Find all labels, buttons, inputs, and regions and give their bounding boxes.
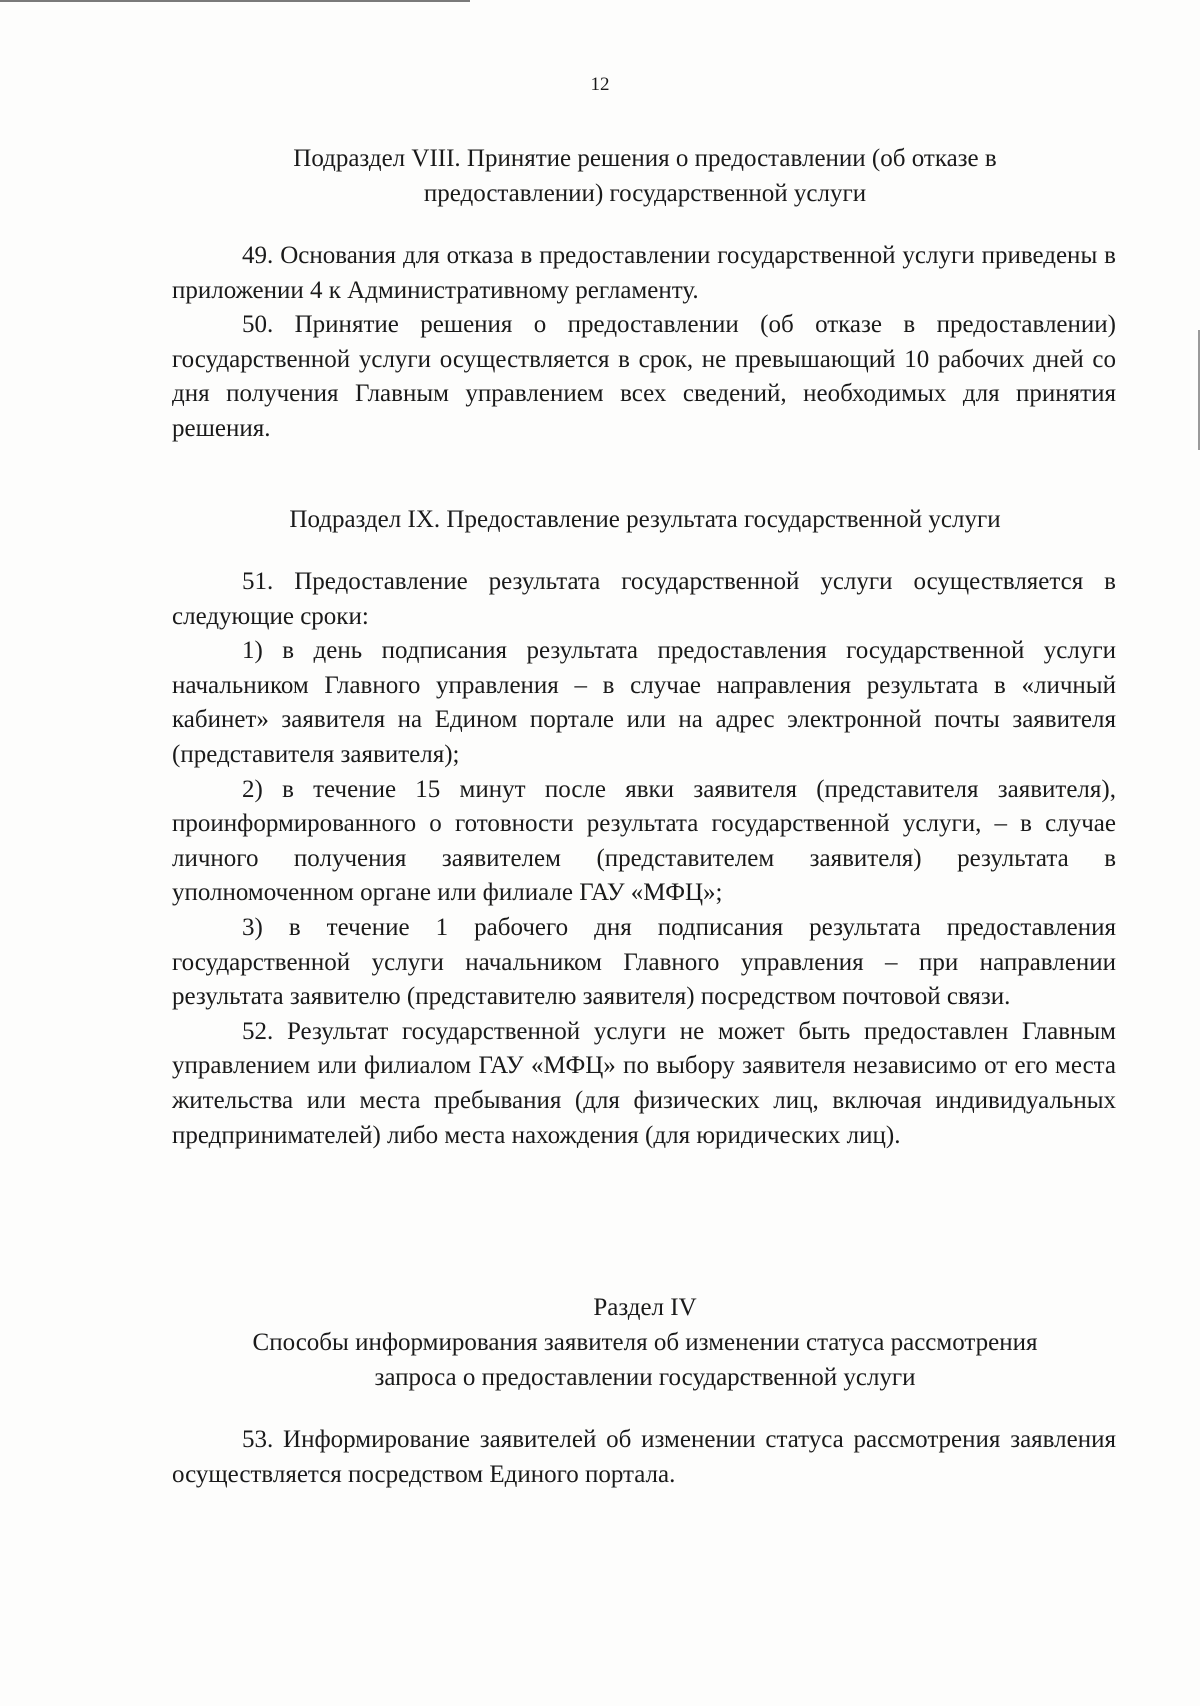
paragraph-52: 52. Результат государственной услуги не может быть предоставлен Главным управлением или филиалом ГАУ «МФЦ» по выбору заявителя независимо от его места жительства или места пребывания (для физических лиц, включая индивидуальных предпринимателей) либо места нахождения (для юридических лиц). [172, 1017, 1116, 1149]
scan-edge-top [0, 0, 470, 2]
subsection-8-body [172, 239, 1116, 447]
subsection-9-heading [160, 502, 1130, 537]
paragraph-51-item-2: 2) в течение 15 минут после явки заявителя (представителя заявителя), проинформированного о готовности результата государственной услуги, – в случае личного получения заявителем (представителем заявителя) результата в уполномоченном органе или филиале ГАУ «МФЦ»; [172, 775, 1116, 907]
paragraph-53: 53. Информирование заявителей об изменении статуса рассмотрения заявления осуществляется посредством Единого портала. [172, 1426, 1116, 1488]
section-4-subtitle-line1: Способы информирования заявителя об изменении статуса рассмотрения [252, 1329, 1038, 1356]
subsection-9-body [172, 565, 1116, 1153]
section-4-title: Раздел IV [593, 1294, 697, 1321]
paragraph-51-item-1: 1) в день подписания результата предоставления государственной услуги начальником Главного управления – в случае направления результата в «личный кабинет» заявителя на Едином портале или на адрес электронной почты заявителя (представителя заявителя); [172, 637, 1116, 768]
subsection-9-title: Подраздел IX. Предоставление результата государственной услуги [289, 506, 1001, 533]
section-4-subtitle-line2: запроса о предоставлении государственной услуги [374, 1364, 916, 1391]
section-4-heading [160, 1290, 1130, 1395]
subsection-8-title-line2: предоставлении) государственной услуги [423, 180, 867, 207]
subsection-8-title-line1: Подраздел VIII. Принятие решения о предоставлении (об отказе в [293, 145, 997, 172]
paragraph-49: 49. Основания для отказа в предоставлении государственной услуги приведены в приложении 4 к Административному регламенту. [172, 242, 1116, 304]
page-number: 12 [590, 74, 610, 95]
section-4-body [172, 1423, 1116, 1492]
paragraph-50: 50. Принятие решения о предоставлении (об отказе в предоставлении) государственной услуги осуществляется в срок, не превышающий 10 рабочих дней со дня получения Главным управлением всех сведений, необходимых для принятия решения. [172, 311, 1116, 442]
paragraph-51: 51. Предоставление результата государственной услуги осуществляется в следующие сроки: [172, 568, 1116, 630]
subsection-8-heading [160, 141, 1130, 211]
paragraph-51-item-3: 3) в течение 1 рабочего дня подписания результата предоставления государственной услуги начальником Главного управления – при направлении результата заявителю (представителю заявителя) посредством почтовой связи. [172, 913, 1116, 1011]
